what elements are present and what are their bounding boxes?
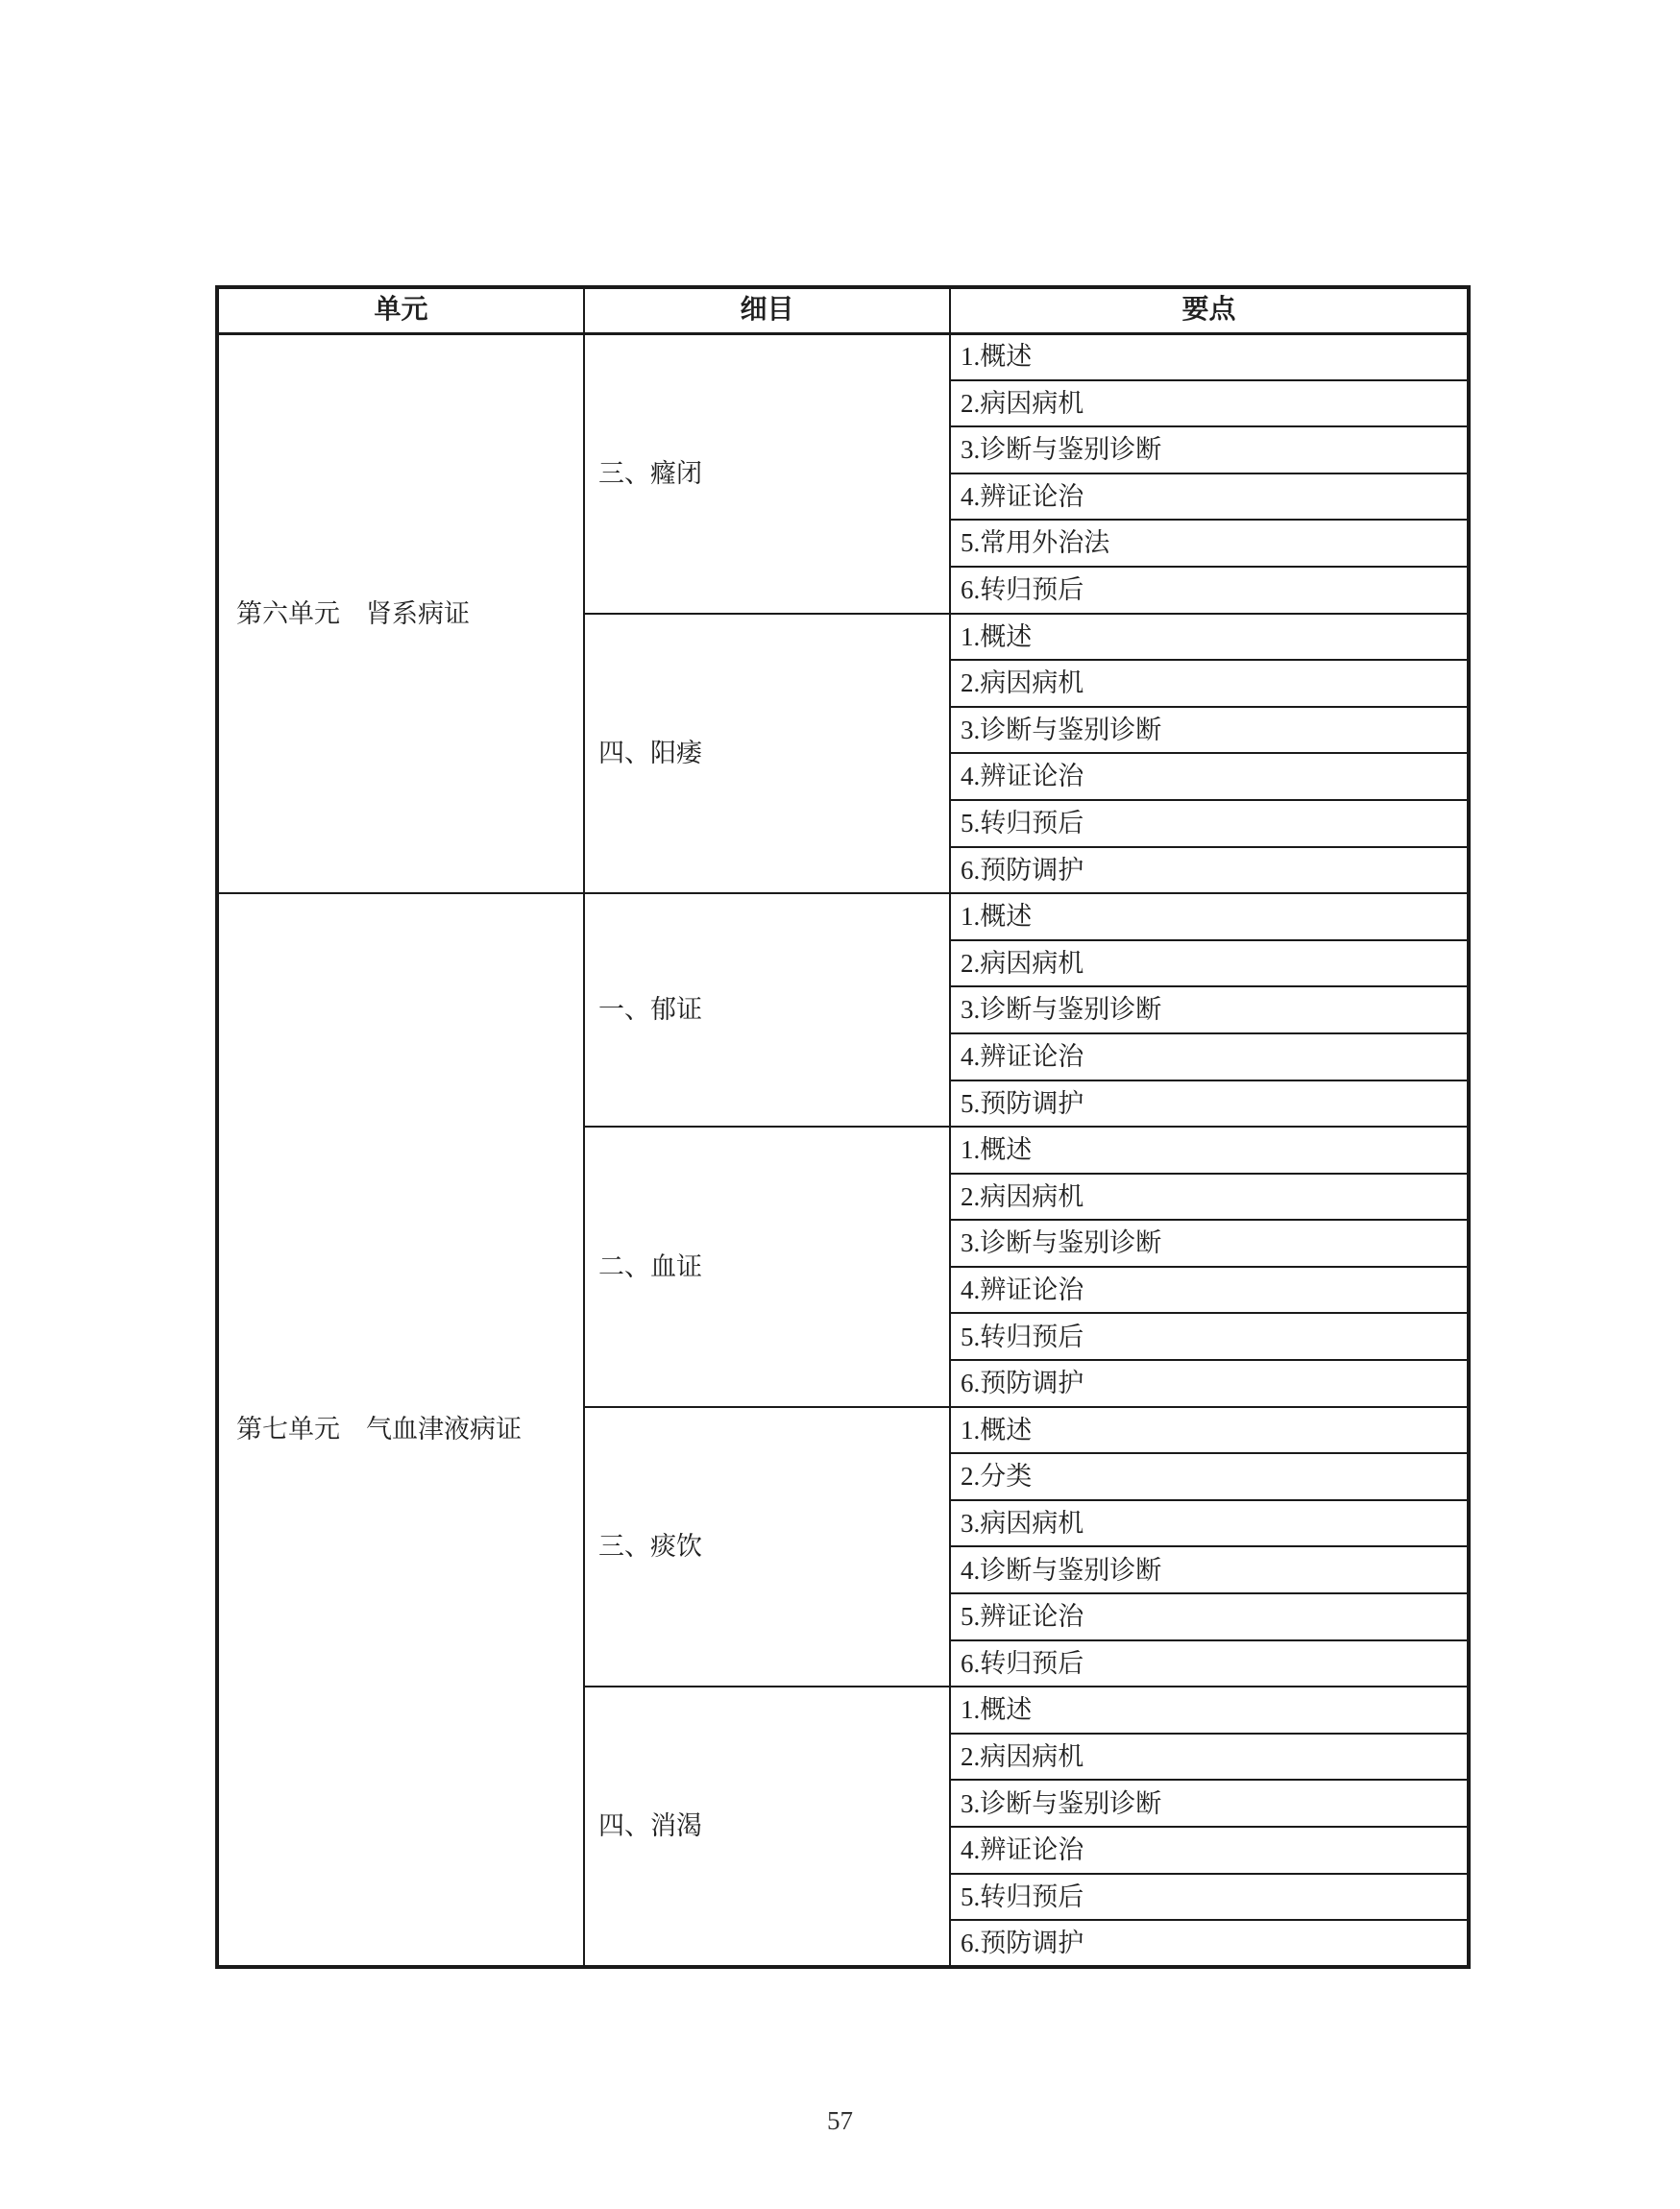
point-cell: 2.病因病机 <box>950 380 1469 427</box>
detail-cell: 一、郁证 <box>584 893 950 1127</box>
point-cell: 2.病因病机 <box>950 660 1469 707</box>
point-cell: 4.辨证论治 <box>950 1827 1469 1874</box>
detail-cell: 四、阳痿 <box>584 614 950 894</box>
table-row <box>217 893 1469 940</box>
col-header-points: 要点 <box>950 287 1469 333</box>
table-body <box>217 333 1469 1967</box>
point-cell: 4.辨证论治 <box>950 753 1469 800</box>
point-cell: 2.病因病机 <box>950 1174 1469 1221</box>
point-cell: 1.概述 <box>950 1687 1469 1734</box>
table-header <box>217 287 1469 333</box>
point-cell: 3.诊断与鉴别诊断 <box>950 1220 1469 1267</box>
point-cell: 1.概述 <box>950 893 1469 940</box>
point-cell: 2.分类 <box>950 1453 1469 1500</box>
point-cell: 1.概述 <box>950 614 1469 661</box>
detail-cell: 三、痰饮 <box>584 1407 950 1687</box>
point-cell: 6.预防调护 <box>950 847 1469 894</box>
unit-cell: 第七单元 气血津液病证 <box>217 893 584 1967</box>
point-cell: 4.辨证论治 <box>950 1033 1469 1080</box>
detail-cell: 二、血证 <box>584 1127 950 1407</box>
point-cell: 5.辨证论治 <box>950 1593 1469 1640</box>
point-cell: 2.病因病机 <box>950 1734 1469 1781</box>
point-cell: 6.转归预后 <box>950 1640 1469 1687</box>
point-cell: 3.病因病机 <box>950 1500 1469 1547</box>
point-cell: 6.预防调护 <box>950 1360 1469 1407</box>
detail-cell: 四、消渴 <box>584 1687 950 1967</box>
detail-cell: 三、癃闭 <box>584 333 950 614</box>
point-cell: 3.诊断与鉴别诊断 <box>950 426 1469 473</box>
point-cell: 4.诊断与鉴别诊断 <box>950 1546 1469 1593</box>
point-cell: 5.常用外治法 <box>950 520 1469 567</box>
point-cell: 6.预防调护 <box>950 1920 1469 1967</box>
point-cell: 5.转归预后 <box>950 1313 1469 1360</box>
point-cell: 5.转归预后 <box>950 800 1469 847</box>
point-cell: 3.诊断与鉴别诊断 <box>950 1780 1469 1827</box>
point-cell: 3.诊断与鉴别诊断 <box>950 707 1469 754</box>
page-number: 57 <box>827 2106 853 2135</box>
table-row <box>217 333 1469 380</box>
point-cell: 6.转归预后 <box>950 567 1469 614</box>
col-header-detail: 细目 <box>584 287 950 333</box>
point-cell: 4.辨证论治 <box>950 1267 1469 1314</box>
point-cell: 4.辨证论治 <box>950 473 1469 521</box>
header-row <box>217 287 1469 333</box>
point-cell: 5.转归预后 <box>950 1874 1469 1921</box>
point-cell: 5.预防调护 <box>950 1080 1469 1128</box>
point-cell: 1.概述 <box>950 1407 1469 1454</box>
point-cell: 1.概述 <box>950 1127 1469 1174</box>
unit-cell: 第六单元 肾系病证 <box>217 333 584 893</box>
syllabus-table <box>215 285 1471 1969</box>
col-header-unit: 单元 <box>217 287 584 333</box>
point-cell: 1.概述 <box>950 333 1469 380</box>
point-cell: 3.诊断与鉴别诊断 <box>950 986 1469 1033</box>
point-cell: 2.病因病机 <box>950 940 1469 987</box>
